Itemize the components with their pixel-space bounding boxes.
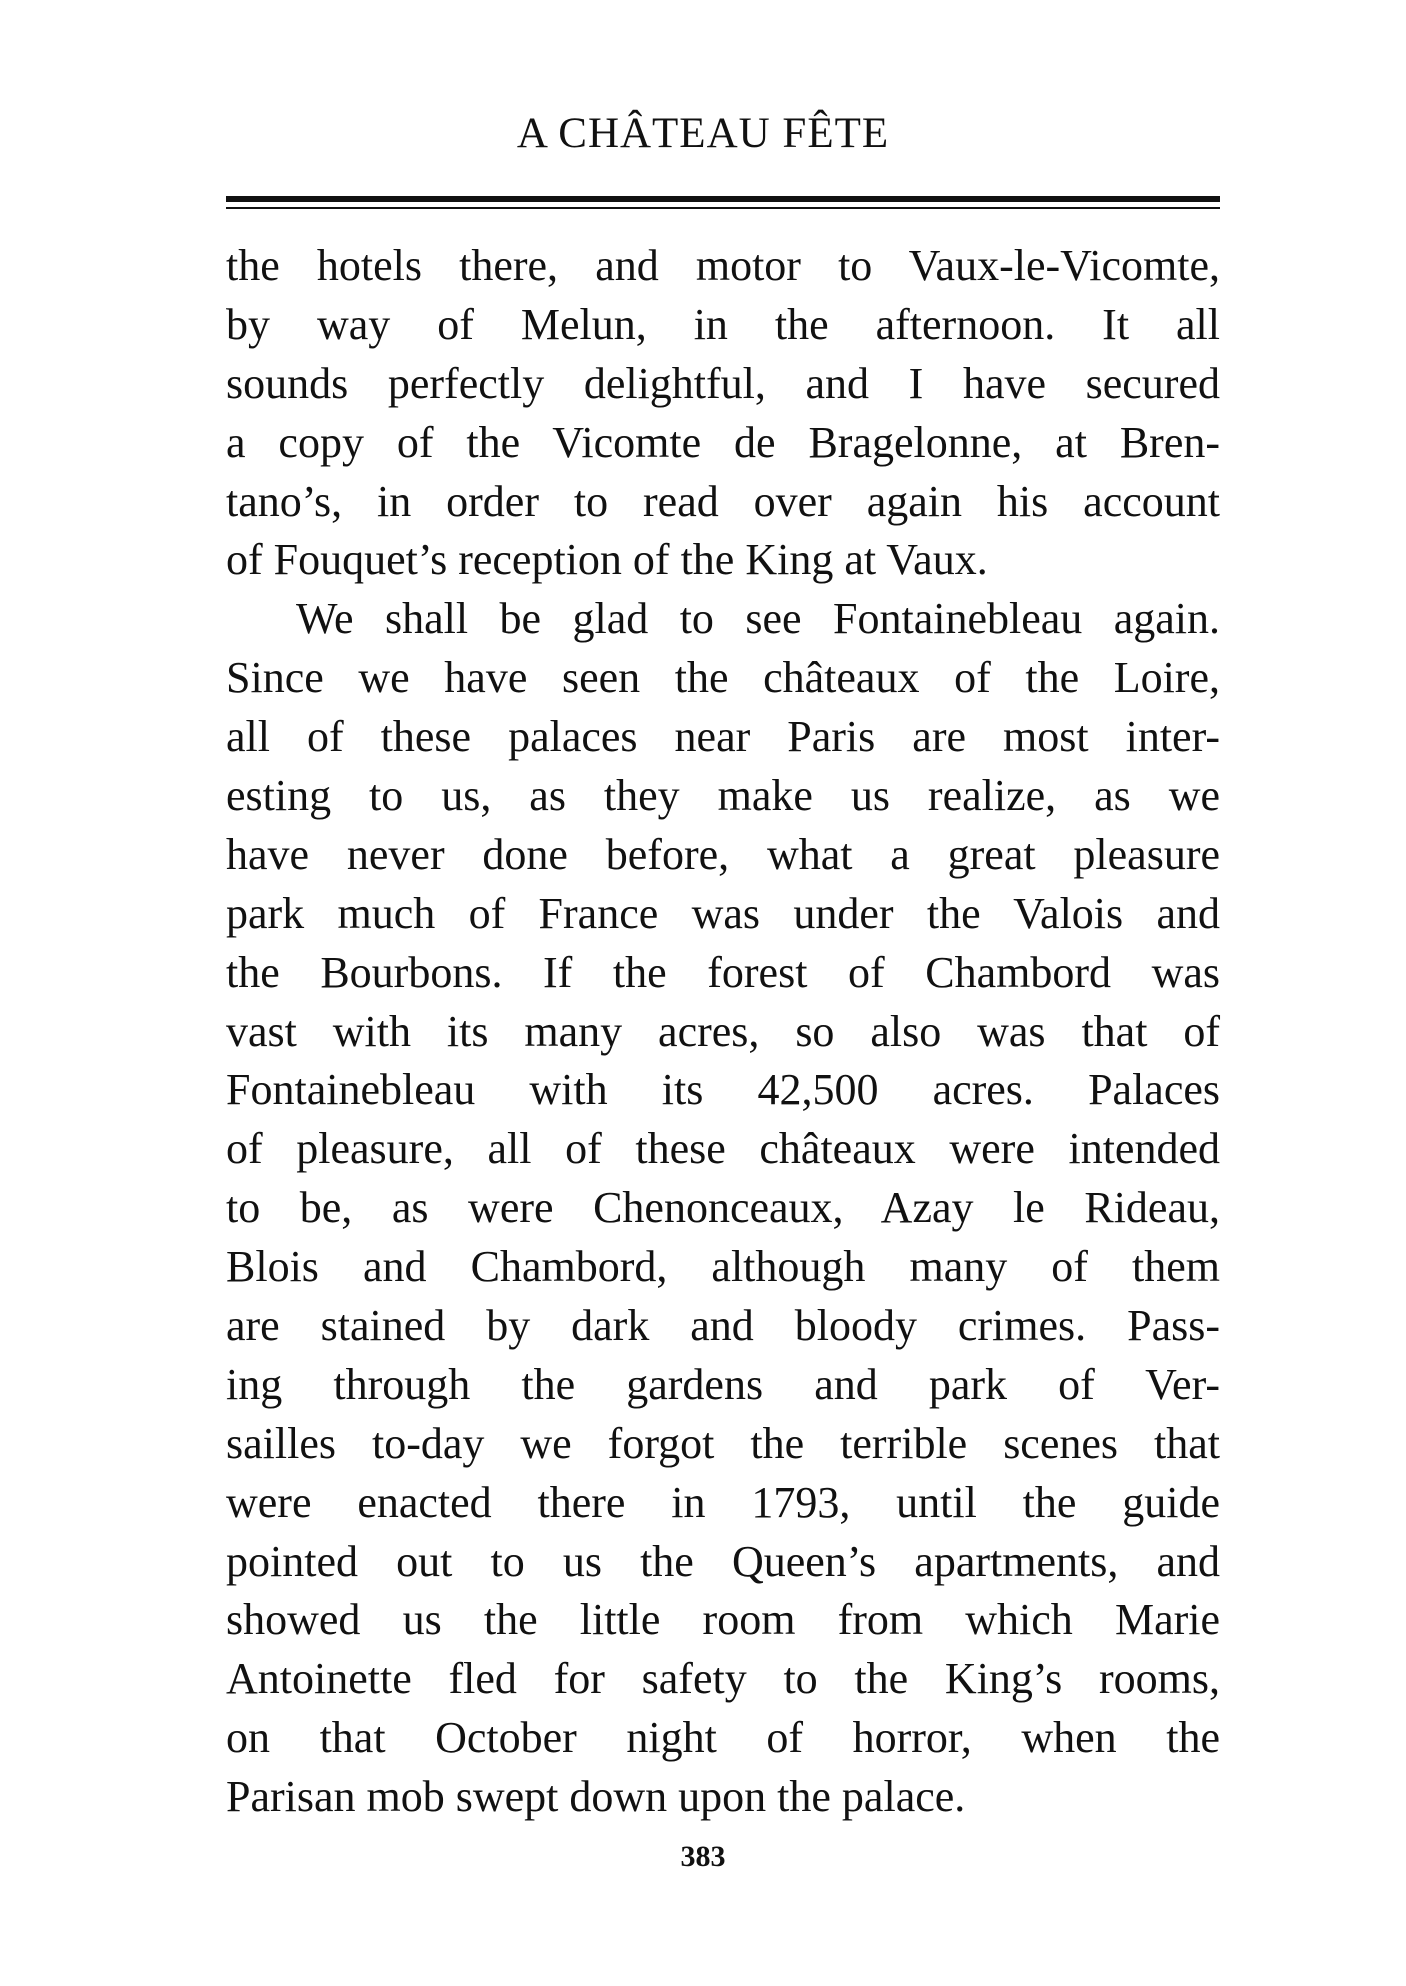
text-line: of pleasure, all of these châteaux were intended bbox=[226, 1124, 1220, 1174]
text-line: Antoinette fled for safety to the King’s rooms, bbox=[226, 1654, 1220, 1704]
text-line: showed us the little room from which Marie bbox=[226, 1595, 1220, 1645]
text-line: were enacted there in 1793, until the guide bbox=[226, 1477, 1220, 1527]
text-line: are stained by dark and bloody crimes. Pass- bbox=[226, 1301, 1220, 1351]
text-line: Fontainebleau with its 42,500 acres. Palaces bbox=[226, 1065, 1220, 1115]
text-line: vast with its many acres, so also was that of bbox=[226, 1006, 1220, 1056]
text-line: park much of France was under the Valois and bbox=[226, 888, 1220, 938]
page-number: 383 bbox=[680, 1840, 726, 1873]
header-rule-thick bbox=[226, 196, 1220, 202]
text-line: Since we have seen the châteaux of the Loire, bbox=[226, 653, 1220, 703]
text-line: We shall be glad to see Fontainebleau again. bbox=[296, 594, 1220, 644]
text-line: tano’s, in order to read over again his account bbox=[226, 476, 1220, 526]
text-line: a copy of the Vicomte de Bragelonne, at Bren- bbox=[226, 417, 1220, 467]
text-line: esting to us, as they make us realize, as we bbox=[226, 771, 1220, 821]
header-rule-thin bbox=[226, 207, 1220, 209]
text-line: Parisan mob swept down upon the palace. bbox=[226, 1772, 966, 1822]
text-line: have never done before, what a great pleasure bbox=[226, 829, 1220, 879]
body-text bbox=[226, 237, 1220, 1827]
text-line: all of these palaces near Paris are most inter- bbox=[226, 712, 1220, 762]
text-line: ing through the gardens and park of Ver- bbox=[226, 1359, 1220, 1409]
text-line: by way of Melun, in the afternoon. It all bbox=[226, 299, 1220, 349]
text-line: sailles to-day we forgot the terrible scenes that bbox=[226, 1418, 1220, 1468]
text-line: sounds perfectly delightful, and I have secured bbox=[226, 358, 1220, 408]
text-line: pointed out to us the Queen’s apartments, and bbox=[226, 1536, 1220, 1586]
text-line: the Bourbons. If the forest of Chambord was bbox=[226, 947, 1220, 997]
text-line: Blois and Chambord, although many of them bbox=[226, 1242, 1220, 1292]
text-line: to be, as were Chenonceaux, Azay le Rideau, bbox=[226, 1183, 1220, 1233]
text-line: on that October night of horror, when the bbox=[226, 1713, 1220, 1763]
running-head: A CHÂTEAU FÊTE bbox=[516, 110, 890, 157]
text-line: the hotels there, and motor to Vaux-le-Vicomte, bbox=[226, 241, 1220, 290]
text-line: of Fouquet’s reception of the King at Vaux. bbox=[226, 535, 988, 585]
